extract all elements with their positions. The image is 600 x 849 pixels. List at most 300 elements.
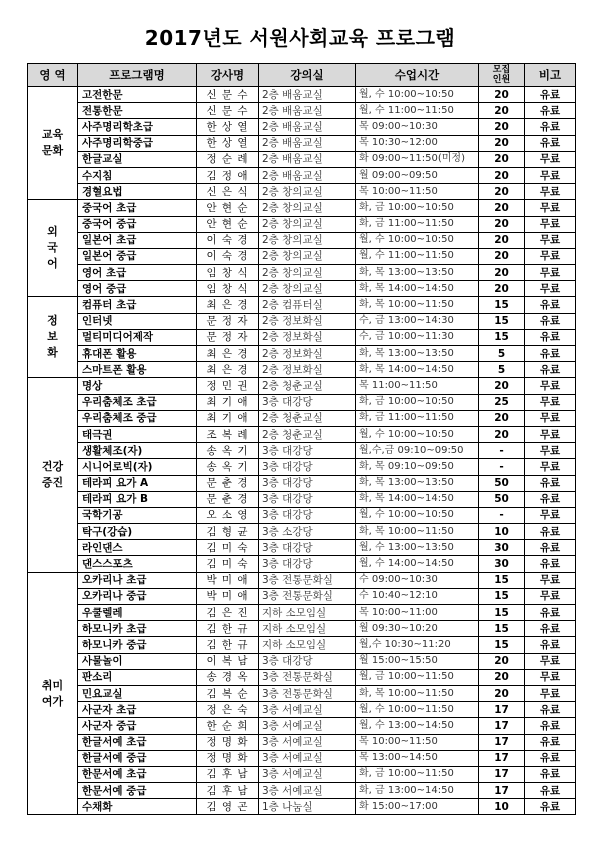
time-cell: 목 10:00~11:50	[356, 184, 479, 200]
instructor-cell: 문 정 자	[197, 313, 259, 329]
capacity-cell: 15	[479, 621, 525, 637]
table-row	[28, 621, 576, 637]
time-cell: 월, 수 13:00~13:50	[356, 540, 479, 556]
program-cell: 고전한문	[78, 87, 197, 103]
time-cell: 월 15:00~15:50	[356, 653, 479, 669]
program-cell: 하모니카 초급	[78, 621, 197, 637]
program-cell: 오카리나 초급	[78, 572, 197, 588]
note-cell: 무료	[525, 572, 576, 588]
category-cell: 정 보 화	[28, 297, 78, 378]
header-program: 프로그램명	[78, 64, 197, 87]
time-cell: 화 15:00~17:00	[356, 799, 479, 815]
table-row	[28, 313, 576, 329]
instructor-cell: 송 옥 기	[197, 459, 259, 475]
note-cell: 무료	[525, 378, 576, 394]
table-row	[28, 685, 576, 701]
category-cell: 취미 여가	[28, 572, 78, 815]
instructor-cell: 조 복 례	[197, 426, 259, 442]
time-cell: 목 10:30~12:00	[356, 135, 479, 151]
header-room: 강의실	[259, 64, 356, 87]
instructor-cell: 최 은 경	[197, 346, 259, 362]
table-row	[28, 346, 576, 362]
note-cell: 유료	[525, 766, 576, 782]
note-cell: 무료	[525, 200, 576, 216]
capacity-cell: 15	[479, 637, 525, 653]
note-cell: 유료	[525, 475, 576, 491]
header-instructor: 강사명	[197, 64, 259, 87]
time-cell: 월,수 10:30~11:20	[356, 637, 479, 653]
time-cell: 월, 수 10:00~10:50	[356, 232, 479, 248]
note-cell: 무료	[525, 184, 576, 200]
note-cell: 무료	[525, 669, 576, 685]
program-cell: 라인댄스	[78, 540, 197, 556]
table-row	[28, 200, 576, 216]
table-row	[28, 491, 576, 507]
capacity-cell: 20	[479, 200, 525, 216]
table-row	[28, 475, 576, 491]
table-body	[28, 87, 576, 815]
capacity-cell: 15	[479, 329, 525, 345]
time-cell: 월 09:00~09:50	[356, 167, 479, 183]
program-cell: 사주명리학중급	[78, 135, 197, 151]
table-row	[28, 588, 576, 604]
note-cell: 무료	[525, 232, 576, 248]
instructor-cell: 임 창 식	[197, 265, 259, 281]
table-row	[28, 297, 576, 313]
note-cell: 무료	[525, 216, 576, 232]
time-cell: 수, 금 13:00~14:30	[356, 313, 479, 329]
table-row	[28, 281, 576, 297]
room-cell: 3층 대강당	[259, 443, 356, 459]
note-cell: 유료	[525, 119, 576, 135]
time-cell: 월, 금 10:00~11:50	[356, 669, 479, 685]
note-cell: 유료	[525, 621, 576, 637]
table-row	[28, 556, 576, 572]
room-cell: 2층 정보화실	[259, 346, 356, 362]
capacity-cell: 20	[479, 167, 525, 183]
instructor-cell: 박 미 애	[197, 572, 259, 588]
note-cell: 유료	[525, 799, 576, 815]
note-cell: 유료	[525, 637, 576, 653]
program-cell: 사군자 초급	[78, 702, 197, 718]
note-cell: 무료	[525, 410, 576, 426]
time-cell: 화, 금 10:00~10:50	[356, 394, 479, 410]
room-cell: 2층 배움교실	[259, 135, 356, 151]
instructor-cell: 김 은 진	[197, 605, 259, 621]
table-row	[28, 151, 576, 167]
note-cell: 무료	[525, 588, 576, 604]
instructor-cell: 정 명 화	[197, 734, 259, 750]
capacity-cell: 20	[479, 151, 525, 167]
note-cell: 무료	[525, 459, 576, 475]
instructor-cell: 정 순 례	[197, 151, 259, 167]
program-cell: 테라피 요가 B	[78, 491, 197, 507]
instructor-cell: 김 한 규	[197, 637, 259, 653]
capacity-cell: 15	[479, 572, 525, 588]
capacity-cell: 10	[479, 524, 525, 540]
program-cell: 사주명리학초급	[78, 119, 197, 135]
capacity-cell: 17	[479, 718, 525, 734]
room-cell: 2층 창의교실	[259, 248, 356, 264]
room-cell: 3층 서예교실	[259, 734, 356, 750]
program-cell: 수지침	[78, 167, 197, 183]
instructor-cell: 임 창 식	[197, 281, 259, 297]
category-cell: 외 국 어	[28, 200, 78, 297]
program-cell: 영어 중급	[78, 281, 197, 297]
note-cell: 유료	[525, 750, 576, 766]
table-row	[28, 135, 576, 151]
table-row	[28, 426, 576, 442]
instructor-cell: 오 소 영	[197, 507, 259, 523]
program-cell: 탁구(강습)	[78, 524, 197, 540]
capacity-cell: 20	[479, 265, 525, 281]
instructor-cell: 송 경 옥	[197, 669, 259, 685]
time-cell: 월, 수 10:00~10:50	[356, 426, 479, 442]
table-row	[28, 750, 576, 766]
room-cell: 3층 대강당	[259, 491, 356, 507]
time-cell: 화, 금 11:00~11:50	[356, 216, 479, 232]
room-cell: 1층 나눔실	[259, 799, 356, 815]
time-cell: 화, 금 11:00~11:50	[356, 410, 479, 426]
capacity-cell: 20	[479, 119, 525, 135]
instructor-cell: 한 상 열	[197, 119, 259, 135]
note-cell: 무료	[525, 151, 576, 167]
program-cell: 사군자 중급	[78, 718, 197, 734]
capacity-cell: 20	[479, 410, 525, 426]
time-cell: 목 10:00~11:50	[356, 734, 479, 750]
program-cell: 테라피 요가 A	[78, 475, 197, 491]
note-cell: 무료	[525, 248, 576, 264]
capacity-cell: 20	[479, 184, 525, 200]
table-row	[28, 540, 576, 556]
capacity-cell: -	[479, 443, 525, 459]
table-row	[28, 783, 576, 799]
header-capacity	[479, 64, 525, 87]
capacity-cell: 30	[479, 556, 525, 572]
note-cell: 무료	[525, 507, 576, 523]
program-cell: 일본어 중급	[78, 248, 197, 264]
note-cell: 유료	[525, 491, 576, 507]
note-cell: 무료	[525, 443, 576, 459]
program-cell: 전통한문	[78, 103, 197, 119]
note-cell: 무료	[525, 281, 576, 297]
note-cell: 유료	[525, 702, 576, 718]
instructor-cell: 김 후 남	[197, 766, 259, 782]
program-cell: 생활체조(자)	[78, 443, 197, 459]
time-cell: 목 13:00~14:50	[356, 750, 479, 766]
instructor-cell: 이 숙 경	[197, 232, 259, 248]
table-row	[28, 572, 576, 588]
capacity-cell: 17	[479, 766, 525, 782]
table-row	[28, 507, 576, 523]
room-cell: 3층 전통문화실	[259, 588, 356, 604]
header-capacity-line2: 인원	[492, 75, 511, 85]
time-cell: 목 09:00~10:30	[356, 119, 479, 135]
room-cell: 3층 전통문화실	[259, 572, 356, 588]
program-cell: 우리춤체조 중급	[78, 410, 197, 426]
room-cell: 2층 배움교실	[259, 151, 356, 167]
note-cell: 유료	[525, 87, 576, 103]
instructor-cell: 김 미 숙	[197, 556, 259, 572]
note-cell: 유료	[525, 783, 576, 799]
table-row	[28, 248, 576, 264]
time-cell: 화, 목 13:00~13:50	[356, 475, 479, 491]
capacity-cell: -	[479, 507, 525, 523]
room-cell: 2층 창의교실	[259, 184, 356, 200]
time-cell: 화, 목 10:00~11:50	[356, 685, 479, 701]
room-cell: 2층 창의교실	[259, 265, 356, 281]
capacity-cell: 17	[479, 750, 525, 766]
program-cell: 국학기공	[78, 507, 197, 523]
program-cell: 인터넷	[78, 313, 197, 329]
room-cell: 2층 창의교실	[259, 200, 356, 216]
category-cell: 교육 문화	[28, 87, 78, 200]
capacity-cell: 20	[479, 103, 525, 119]
program-cell: 시니어로빅(자)	[78, 459, 197, 475]
table-row	[28, 103, 576, 119]
program-cell: 일본어 초급	[78, 232, 197, 248]
time-cell: 화, 목 14:00~14:50	[356, 281, 479, 297]
header-area: 영 역	[28, 64, 78, 87]
table-row	[28, 734, 576, 750]
time-cell: 화, 목 10:00~11:50	[356, 297, 479, 313]
room-cell: 2층 정보화실	[259, 313, 356, 329]
capacity-cell: 5	[479, 362, 525, 378]
program-cell: 한글서예 초급	[78, 734, 197, 750]
capacity-cell: 15	[479, 588, 525, 604]
program-cell: 한문서예 중급	[78, 783, 197, 799]
capacity-cell: 15	[479, 297, 525, 313]
note-cell: 무료	[525, 167, 576, 183]
program-cell: 댄스스포츠	[78, 556, 197, 572]
capacity-cell: 20	[479, 378, 525, 394]
room-cell: 2층 정보화실	[259, 362, 356, 378]
program-cell: 한글교실	[78, 151, 197, 167]
note-cell: 무료	[525, 685, 576, 701]
room-cell: 3층 대강당	[259, 653, 356, 669]
program-cell: 우쿨렐레	[78, 605, 197, 621]
time-cell: 화, 목 14:00~14:50	[356, 362, 479, 378]
time-cell: 목 11:00~11:50	[356, 378, 479, 394]
program-cell: 하모니카 중급	[78, 637, 197, 653]
program-cell: 멀티미디어제작	[78, 329, 197, 345]
note-cell: 유료	[525, 135, 576, 151]
instructor-cell: 송 옥 기	[197, 443, 259, 459]
program-table	[27, 63, 576, 815]
program-cell: 판소리	[78, 669, 197, 685]
time-cell: 수 10:40~12:10	[356, 588, 479, 604]
program-cell: 우리춤체조 초급	[78, 394, 197, 410]
instructor-cell: 한 순 희	[197, 718, 259, 734]
capacity-cell: 50	[479, 491, 525, 507]
room-cell: 2층 배움교실	[259, 87, 356, 103]
program-cell: 사물놀이	[78, 653, 197, 669]
note-cell: 무료	[525, 265, 576, 281]
capacity-cell: 20	[479, 281, 525, 297]
note-cell: 유료	[525, 103, 576, 119]
time-cell: 화, 금 13:00~14:50	[356, 783, 479, 799]
table-row	[28, 265, 576, 281]
table-row	[28, 87, 576, 103]
instructor-cell: 최 은 경	[197, 362, 259, 378]
room-cell: 3층 전통문화실	[259, 685, 356, 701]
table-row	[28, 410, 576, 426]
instructor-cell: 최 은 경	[197, 297, 259, 313]
instructor-cell: 한 상 열	[197, 135, 259, 151]
room-cell: 2층 청춘교실	[259, 410, 356, 426]
time-cell: 화, 목 09:10~09:50	[356, 459, 479, 475]
note-cell: 유료	[525, 297, 576, 313]
room-cell: 3층 대강당	[259, 540, 356, 556]
note-cell: 유료	[525, 313, 576, 329]
time-cell: 월, 수 10:00~10:50	[356, 507, 479, 523]
capacity-cell: 15	[479, 313, 525, 329]
note-cell: 무료	[525, 394, 576, 410]
time-cell: 월, 수 11:00~11:50	[356, 248, 479, 264]
table-row	[28, 329, 576, 345]
room-cell: 지하 소모임실	[259, 605, 356, 621]
room-cell: 3층 전통문화실	[259, 669, 356, 685]
header-row	[28, 64, 576, 87]
note-cell: 유료	[525, 346, 576, 362]
room-cell: 2층 창의교실	[259, 216, 356, 232]
instructor-cell: 김 한 규	[197, 621, 259, 637]
capacity-cell: 30	[479, 540, 525, 556]
instructor-cell: 김 복 순	[197, 685, 259, 701]
room-cell: 3층 서예교실	[259, 750, 356, 766]
time-cell: 월, 수 10:00~11:50	[356, 702, 479, 718]
capacity-cell: 20	[479, 232, 525, 248]
time-cell: 화, 금 10:00~11:50	[356, 766, 479, 782]
instructor-cell: 김 형 균	[197, 524, 259, 540]
capacity-cell: 17	[479, 702, 525, 718]
program-cell: 중국어 중급	[78, 216, 197, 232]
instructor-cell: 김 영 곤	[197, 799, 259, 815]
program-cell: 태극권	[78, 426, 197, 442]
room-cell: 3층 서예교실	[259, 718, 356, 734]
time-cell: 화, 목 13:00~13:50	[356, 265, 479, 281]
table-row	[28, 669, 576, 685]
table-row	[28, 653, 576, 669]
program-cell: 영어 초급	[78, 265, 197, 281]
program-cell: 한글서예 중급	[78, 750, 197, 766]
table-row	[28, 702, 576, 718]
table-row	[28, 362, 576, 378]
program-cell: 컴퓨터 초급	[78, 297, 197, 313]
time-cell: 화, 목 13:00~13:50	[356, 346, 479, 362]
capacity-cell: 20	[479, 669, 525, 685]
table-row	[28, 718, 576, 734]
room-cell: 3층 대강당	[259, 459, 356, 475]
note-cell: 유료	[525, 362, 576, 378]
instructor-cell: 최 기 애	[197, 394, 259, 410]
instructor-cell: 이 숙 경	[197, 248, 259, 264]
note-cell: 유료	[525, 605, 576, 621]
category-cell: 건강 증진	[28, 378, 78, 572]
time-cell: 월, 수 13:00~14:50	[356, 718, 479, 734]
note-cell: 무료	[525, 653, 576, 669]
note-cell: 유료	[525, 329, 576, 345]
table-row	[28, 637, 576, 653]
instructor-cell: 신 문 수	[197, 87, 259, 103]
room-cell: 2층 창의교실	[259, 232, 356, 248]
program-cell: 스마트폰 활용	[78, 362, 197, 378]
program-cell: 명상	[78, 378, 197, 394]
time-cell: 월, 수 11:00~11:50	[356, 103, 479, 119]
table-row	[28, 119, 576, 135]
program-cell: 한문서예 초급	[78, 766, 197, 782]
capacity-cell: 17	[479, 783, 525, 799]
table-row	[28, 378, 576, 394]
room-cell: 3층 소강당	[259, 524, 356, 540]
capacity-cell: 15	[479, 605, 525, 621]
instructor-cell: 김 미 숙	[197, 540, 259, 556]
capacity-cell: 20	[479, 653, 525, 669]
room-cell: 3층 대강당	[259, 394, 356, 410]
instructor-cell: 안 현 순	[197, 216, 259, 232]
room-cell: 2층 창의교실	[259, 281, 356, 297]
instructor-cell: 신 문 수	[197, 103, 259, 119]
room-cell: 2층 배움교실	[259, 103, 356, 119]
instructor-cell: 정 민 권	[197, 378, 259, 394]
room-cell: 지하 소모임실	[259, 621, 356, 637]
table-row	[28, 394, 576, 410]
time-cell: 화 09:00~11:50(미정)	[356, 151, 479, 167]
time-cell: 화, 금 10:00~10:50	[356, 200, 479, 216]
table-row	[28, 443, 576, 459]
time-cell: 화, 목 14:00~14:50	[356, 491, 479, 507]
time-cell: 월, 수 14:00~14:50	[356, 556, 479, 572]
time-cell: 월, 수 10:00~10:50	[356, 87, 479, 103]
table-row	[28, 766, 576, 782]
instructor-cell: 문 정 자	[197, 329, 259, 345]
table-row	[28, 184, 576, 200]
instructor-cell: 신 은 식	[197, 184, 259, 200]
time-cell: 월,수,금 09:10~09:50	[356, 443, 479, 459]
capacity-cell: 50	[479, 475, 525, 491]
table-row	[28, 216, 576, 232]
note-cell: 유료	[525, 540, 576, 556]
room-cell: 3층 서예교실	[259, 766, 356, 782]
room-cell: 3층 대강당	[259, 556, 356, 572]
capacity-cell: 20	[479, 87, 525, 103]
time-cell: 월 09:30~10:20	[356, 621, 479, 637]
time-cell: 수, 금 10:00~11:30	[356, 329, 479, 345]
instructor-cell: 정 은 숙	[197, 702, 259, 718]
capacity-cell: 5	[479, 346, 525, 362]
room-cell: 2층 컴퓨터실	[259, 297, 356, 313]
capacity-cell: -	[479, 459, 525, 475]
table-row	[28, 605, 576, 621]
instructor-cell: 최 기 애	[197, 410, 259, 426]
room-cell: 2층 정보화실	[259, 329, 356, 345]
room-cell: 3층 서예교실	[259, 783, 356, 799]
header-note: 비고	[525, 64, 576, 87]
instructor-cell: 문 춘 경	[197, 491, 259, 507]
note-cell: 유료	[525, 556, 576, 572]
table-row	[28, 459, 576, 475]
capacity-cell: 10	[479, 799, 525, 815]
capacity-cell: 20	[479, 135, 525, 151]
table-row	[28, 167, 576, 183]
capacity-cell: 20	[479, 216, 525, 232]
capacity-cell: 17	[479, 734, 525, 750]
table-row	[28, 799, 576, 815]
room-cell: 3층 서예교실	[259, 702, 356, 718]
capacity-cell: 20	[479, 248, 525, 264]
room-cell: 3층 대강당	[259, 507, 356, 523]
instructor-cell: 김 정 애	[197, 167, 259, 183]
